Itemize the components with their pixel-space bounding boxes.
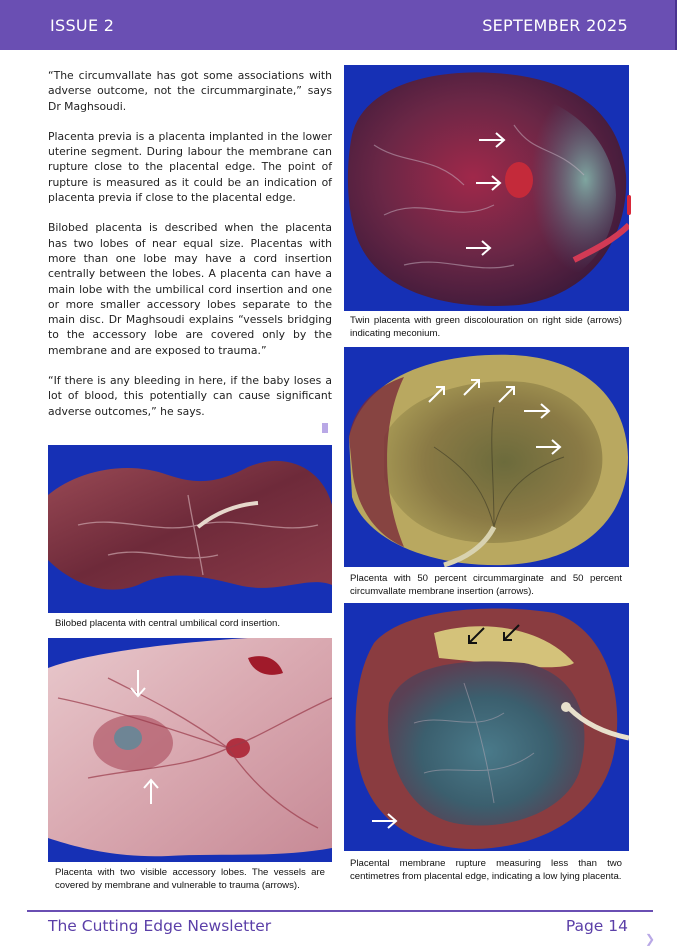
- circummarginate-caption: Placenta with 50 percent circummarginate and 50 percent circumvallate membrane insertion (arrows).: [350, 573, 622, 597]
- page-edge-accent: [627, 195, 631, 215]
- issue-label: ISSUE 2: [50, 15, 115, 35]
- paragraph-bleeding-quote: “If there is any bleeding in here, if the baby loses a lot of blood, this potentially can cause significant adverse outcomes,” he says.: [48, 374, 332, 418]
- membrane-rupture-caption: Placental membrane rupture measuring less than two centimetres from placental edge, indicating a low lying placenta.: [350, 858, 622, 882]
- twin-placenta-caption: Twin placenta with green discolouration on right side (arrows) indicating meconium.: [350, 315, 622, 339]
- header-bar: [0, 0, 677, 50]
- issue-date: SEPTEMBER 2025: [482, 15, 628, 35]
- next-page-chevron-icon[interactable]: ❯: [645, 932, 656, 946]
- article-text: [48, 68, 332, 434]
- membrane-rupture-photo: [344, 603, 629, 851]
- paragraph-placenta-previa: Placenta previa is a placenta implanted in the lower uterine segment. During labour the membrane can rupture close to the placental edge. The point of rupture is measured as it could be an indication of placenta previa if close to the placental edge.: [48, 129, 332, 205]
- text-end-marker: [322, 423, 328, 433]
- newsletter-name: The Cutting Edge Newsletter: [48, 917, 272, 935]
- paragraph-circumvallate: “The circumvallate has got some associations with adverse outcome, not the circummarginate,” says Dr Maghsoudi.: [48, 69, 332, 113]
- bilobed-placenta-photo: [48, 445, 332, 613]
- bilobed-caption: Bilobed placenta with central umbilical cord insertion.: [55, 618, 281, 629]
- twin-placenta-photo: [344, 65, 629, 311]
- footer-rule: [27, 910, 653, 912]
- accessory-lobes-photo: [48, 638, 332, 862]
- page-number: Page 14: [565, 917, 628, 935]
- accessory-lobes-caption: Placenta with two visible accessory lobes. The vessels are covered by membrane and vulnerable to trauma (arrows).: [55, 867, 325, 891]
- circummarginate-placenta-photo: [344, 347, 629, 567]
- footer: [48, 914, 628, 938]
- paragraph-bilobed: Bilobed placenta is described when the placenta has two lobes of near equal size. Placentas with more than one lobe may have a cord insertion centrally between the lobes. A placenta can have a main lobe with the umbilical cord insertion and one or more smaller accessory lobes separate to the main disc. Dr Maghsoudi explains “vessels bridging to the accessory lobe are covered only by the membrane and are exposed to trauma.”: [48, 221, 332, 357]
